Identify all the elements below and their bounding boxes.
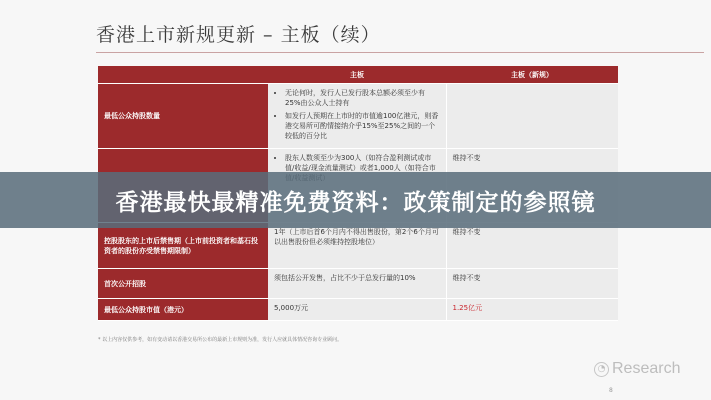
- row-category: 首次公开招股: [98, 269, 268, 299]
- table-row: [98, 84, 618, 149]
- headline-banner: [0, 172, 711, 228]
- rule-item: • 无论何时，发行人已发行股本总额必须至少有25%由公众人士持有: [285, 88, 440, 108]
- row-new-rule: 维持不变: [446, 269, 618, 299]
- row-category: 最低公众持股数量: [98, 84, 268, 149]
- rule-item: • 如发行人预期在上市时的市值逾100亿港元，则香港交易所可酌情接纳介乎15%至25%之间的一个较低的百分比: [285, 111, 440, 141]
- footnote: * 以上内容仅供参考，如有变动请以香港交易所公布的最新上市规则为准，发行人应就具体情况咨询专业顾问。: [98, 337, 343, 343]
- wechat-icon: ◔: [594, 362, 609, 377]
- table-row: [98, 223, 618, 269]
- watermark-text: Research: [612, 360, 681, 377]
- row-new-rule: [446, 84, 618, 149]
- rule-item: • 股东人数须至少为300人（如符合盈利测试或市值/收益/现金流量测试）或者1,000人（如符合市: [285, 153, 440, 183]
- rule-item: 5,000万元: [274, 304, 309, 312]
- table-header-row: [98, 66, 618, 84]
- row-new-rule: 维持不变: [446, 149, 618, 223]
- row-category: 控股股东的上市后禁售期（上市前投资者和基石投资者的股份亦受禁售期限制）: [98, 223, 268, 269]
- row-new-rule-highlight: 1.25亿元: [446, 299, 618, 321]
- row-category: 最低公众持股市值（港元）: [98, 299, 268, 321]
- table-row: [98, 299, 618, 321]
- row-main-rule: [268, 299, 446, 321]
- row-main-rule: [268, 84, 446, 149]
- page-number: 8: [609, 387, 613, 394]
- rule-item: 1年（上市后首6个月内不得出售股份，第2个6个月可以出售股份但必须维持控股地位）: [274, 228, 439, 246]
- table-row: [98, 269, 618, 299]
- row-main-rule: [268, 223, 446, 269]
- title-divider: [96, 52, 704, 53]
- watermark: [594, 360, 680, 378]
- slide-title: 香港上市新规更新 – 主板（续）: [96, 24, 381, 46]
- header-category: [98, 66, 268, 84]
- header-main-board: 主板: [268, 66, 446, 84]
- row-main-rule: [268, 269, 446, 299]
- row-new-rule: 维持不变: [446, 223, 618, 269]
- banner-headline: 香港最快最精准免费资料：政策制定的参照镜: [115, 189, 596, 216]
- rule-item: 须包括公开发售，占比不少于总发行量的10%: [274, 274, 416, 282]
- header-main-board-new: 主板（新规）: [446, 66, 618, 84]
